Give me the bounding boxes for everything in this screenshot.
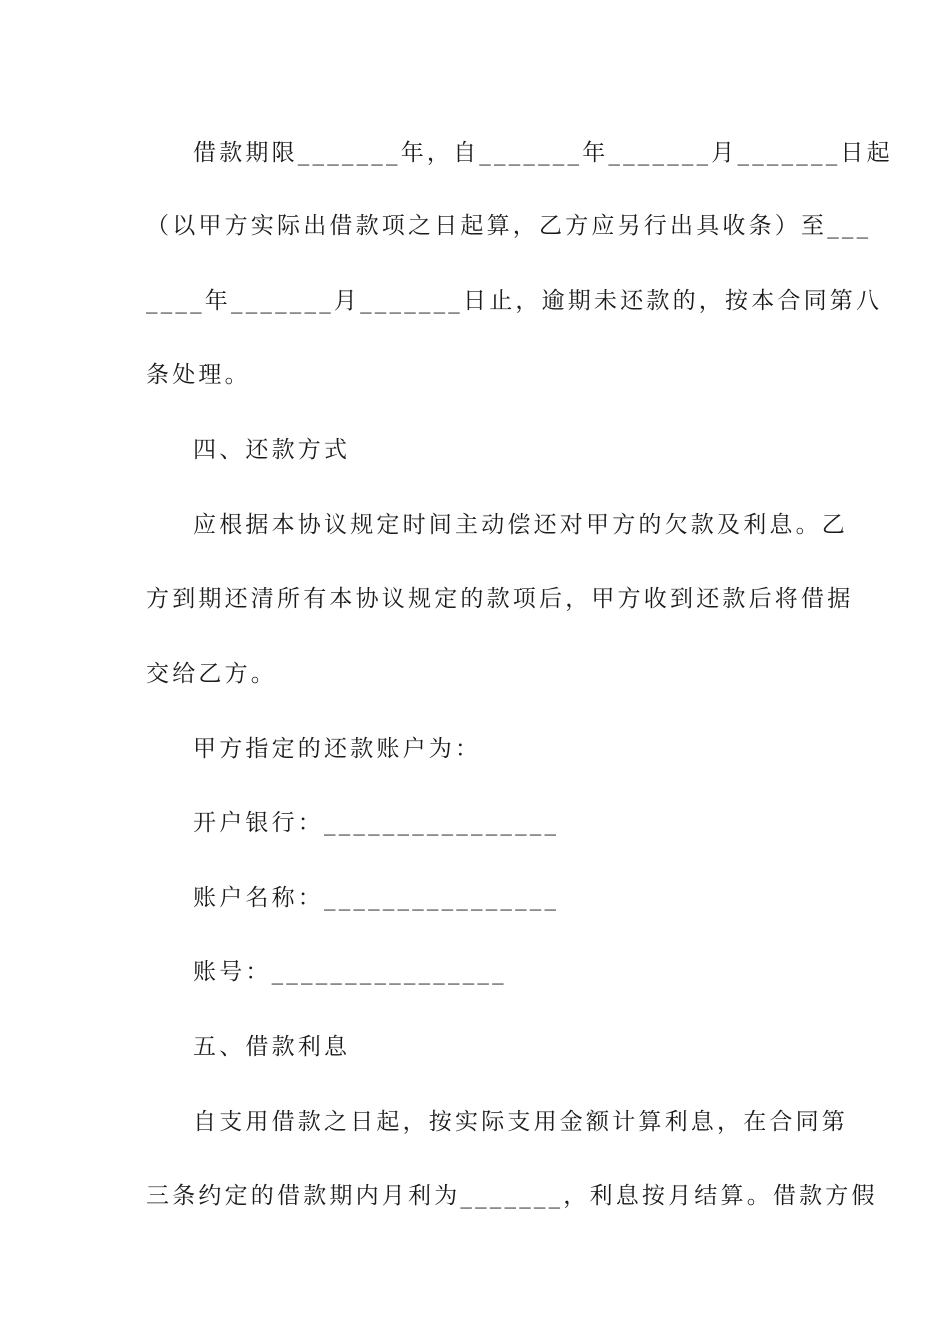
- account-number-field-line: 账号：________________: [193, 959, 507, 985]
- paragraph-line: 条处理。: [146, 362, 251, 388]
- account-intro-line: 甲方指定的还款账户为：: [193, 736, 482, 762]
- paragraph-line: ____年_______月_______日止，逾期未还款的，按本合同第八: [146, 288, 883, 314]
- paragraph-line-loan-term: 借款期限_______年，自_______年_______月_______日起: [193, 140, 893, 166]
- paragraph-line: 三条约定的借款期内月利为_______，利息按月结算。借款方假: [146, 1183, 878, 1209]
- paragraph-line-interest: 自支用借款之日起，按实际支用金额计算利息，在合同第: [193, 1109, 848, 1135]
- bank-field-line: 开户银行：________________: [193, 810, 560, 836]
- section-heading-repayment: 四、还款方式: [193, 437, 351, 463]
- paragraph-line: 方到期还清所有本协议规定的款项后，甲方收到还款后将借据: [146, 586, 854, 612]
- paragraph-line: （以甲方实际出借款项之日起算，乙方应另行出具收条）至___: [146, 213, 872, 239]
- account-name-field-line: 账户名称：________________: [193, 885, 560, 911]
- paragraph-line-repayment: 应根据本协议规定时间主动偿还对甲方的欠款及利息。乙: [193, 512, 848, 538]
- paragraph-line: 交给乙方。: [146, 661, 277, 687]
- section-heading-interest: 五、借款利息: [193, 1034, 351, 1060]
